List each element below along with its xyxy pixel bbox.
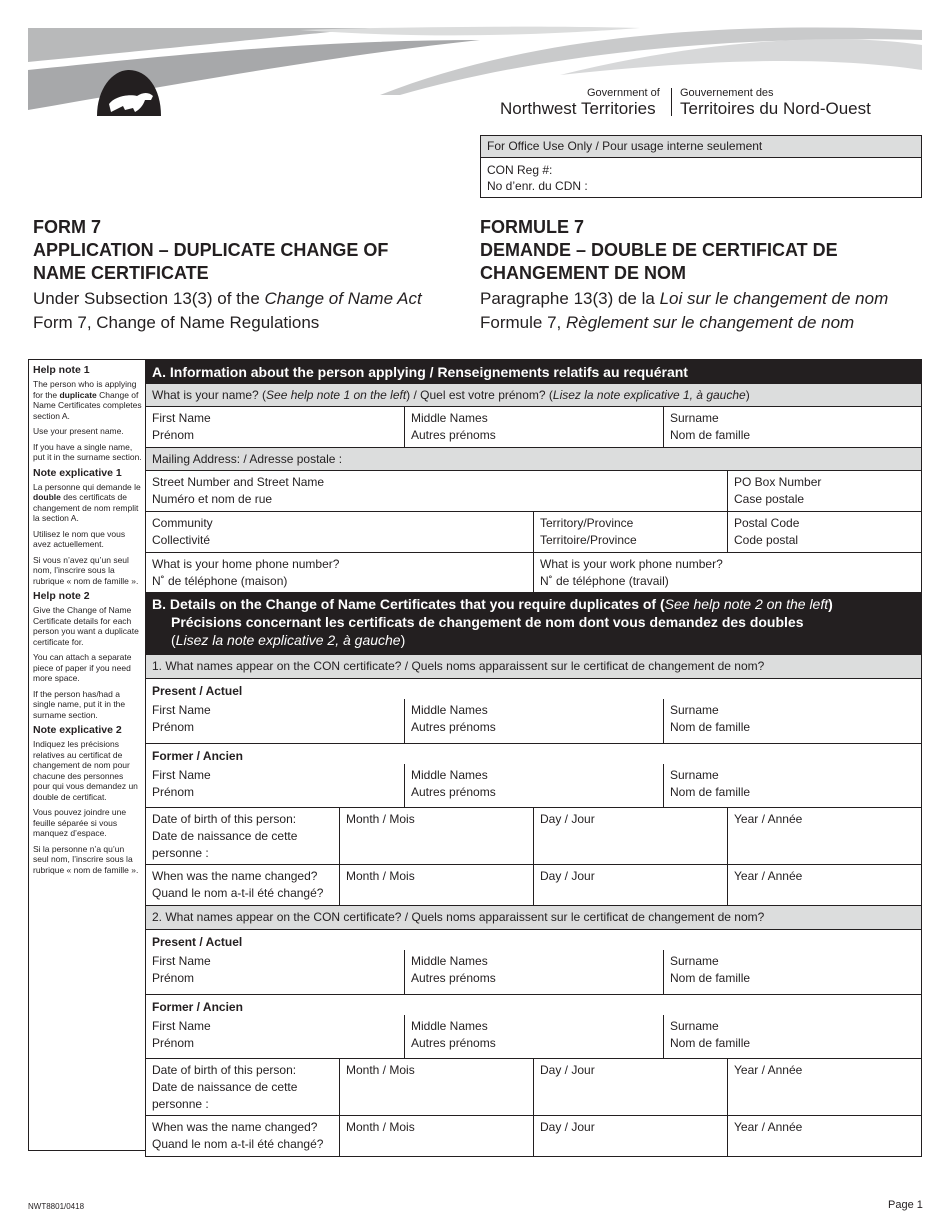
note-explicative-1-heading: Note explicative 1 — [33, 466, 122, 479]
home-phone-field[interactable]: What is your home phone number? N˚ de téléphone (maison) — [146, 553, 534, 592]
form-title-fr-line2: CHANGEMENT DE NOM — [480, 263, 686, 283]
cert1-dob-month[interactable]: Month / Mois — [340, 808, 534, 864]
header-divider — [671, 88, 672, 116]
gov-en-small: Government of — [587, 87, 660, 99]
first-name-field[interactable]: First Name Prénom — [146, 407, 405, 447]
name-question: What is your name? (See help note 1 on the left) / Quel est votre prénom? (Lisez la note explicative 1, à gauche) — [146, 384, 921, 407]
title-fr — [480, 216, 925, 335]
help-note-2-heading: Help note 2 — [33, 590, 90, 602]
cert2-change-date-label: When was the name changed? Quand le nom a-t-il été changé? — [146, 1116, 340, 1156]
certificate-1-question: 1. What names appear on the CON certificate? / Quels noms apparaissent sur le certificat de changement de nom? — [146, 655, 921, 679]
help-note-1-text-2: Use your present name. — [33, 426, 124, 436]
form-subtitle-fr-1: Paragraphe 13(3) de la Loi sur le changement de nom — [480, 289, 889, 308]
po-box-field[interactable]: PO Box Number Case postale — [734, 475, 822, 506]
cert1-former-first-name[interactable]: First Name Prénom — [146, 764, 405, 807]
form-title-line2: NAME CERTIFICATE — [33, 263, 209, 283]
note-explicative-1-text-3: Si vous n’avez qu’un seul nom, l’inscrire sous la rubrique « nom de famille ». — [33, 554, 139, 586]
note-explicative-1-text: La personne qui demande le double des certificats de changement de nom remplit la section A. — [33, 481, 141, 523]
form-subtitle-1: Under Subsection 13(3) of the Change of Name Act — [33, 289, 422, 308]
cert1-change-date-row — [146, 865, 921, 906]
form-subtitle-fr-2: Formule 7, Règlement sur le changement de nom — [480, 313, 855, 332]
cert1-present-surname[interactable]: Surname Nom de famille — [670, 703, 751, 734]
mailing-address-label: Mailing Address: / Adresse postale : — [146, 448, 921, 471]
form-number: FORM 7 — [33, 217, 102, 237]
cert2-change-date-row — [146, 1116, 921, 1156]
cert1-dob-row — [146, 808, 921, 865]
cert1-former-middle-names[interactable]: Middle Names Autres prénoms — [405, 764, 664, 807]
surname-field[interactable]: Surname Nom de famille — [670, 411, 751, 442]
cert2-dob-label: Date of birth of this person: Date de naissance de cette personne : — [146, 1059, 340, 1115]
cert2-change-month[interactable]: Month / Mois — [340, 1116, 534, 1156]
help-note-2-text-3: If the person has/had a single name, put it in the surname section. — [33, 688, 126, 720]
cert1-change-month[interactable]: Month / Mois — [340, 865, 534, 905]
cert1-dob-day[interactable]: Day / Jour — [534, 808, 728, 864]
help-note-2-text: Give the Change of Name Certificate details for each person you want a duplicate certificate for. — [33, 605, 139, 647]
form-title-line1: APPLICATION – DUPLICATE CHANGE OF — [33, 240, 389, 260]
cert1-present-first-name[interactable]: First Name Prénom — [146, 699, 405, 743]
note-explicative-1-text-2: Utilisez le nom que vous avez actuellement. — [33, 528, 126, 549]
note-explicative-2-text-3: Si la personne n’a qu’un seul nom, l’inscrire sous la rubrique « nom de famille ». — [33, 843, 139, 875]
help-note-1-heading: Help note 1 — [33, 364, 90, 376]
cert1-dob-year[interactable]: Year / Année — [734, 812, 803, 826]
con-reg-label-fr: No d’enr. du CDN : — [487, 179, 588, 193]
form-code: NWT8801/0418 — [28, 1202, 85, 1211]
note-explicative-2-text-2: Vous pouvez joindre une feuille séparée si vous manquez d’espace. — [33, 807, 127, 838]
gov-fr-big: Territoires du Nord-Ouest — [680, 99, 871, 118]
community-field[interactable]: Community Collectivité — [146, 512, 534, 552]
help-note-2-text-2: You can attach a separate piece of paper if you need more space. — [33, 652, 132, 683]
page-number: Page 1 — [888, 1199, 923, 1211]
cert2-dob-row — [146, 1059, 921, 1116]
applicant-name-row — [146, 407, 921, 448]
community-row — [146, 512, 921, 553]
cert1-change-day[interactable]: Day / Jour — [534, 865, 728, 905]
cert2-present-block: Present / Actuel First Name Prénom Middle Names Autres prénoms Surname Nom de famille — [146, 930, 921, 995]
note-explicative-2-text: Indiquez les précisions relatives au certificat de changement de nom pour chacune des personnes pour qui vous demandez un double de certificat. — [33, 739, 138, 802]
street-field[interactable]: Street Number and Street Name Numéro et nom de rue — [146, 471, 728, 511]
cert2-former-block: Former / Ancien First Name Prénom Middle Names Autres prénoms Surname Nom de famille — [146, 995, 921, 1059]
cert1-present-block: Present / Actuel First Name Prénom Middle Names Autres prénoms Surname Nom de famille — [146, 679, 921, 744]
main-form — [145, 359, 922, 1157]
cert2-present-first-name[interactable]: First Name Prénom — [146, 950, 405, 994]
con-reg-label: CON Reg #: — [487, 163, 553, 177]
gov-fr-small: Gouvernement des — [680, 87, 774, 99]
cert1-change-year[interactable]: Year / Année — [734, 869, 803, 883]
cert1-present-middle-names[interactable]: Middle Names Autres prénoms — [405, 699, 664, 743]
office-use-box — [480, 135, 922, 198]
section-a-heading: A. Information about the person applying / Renseignements relatifs au requérant — [146, 360, 921, 384]
cert1-former-surname[interactable]: Surname Nom de famille — [670, 768, 751, 799]
office-use-heading: For Office Use Only / Pour usage interne seulement — [481, 136, 921, 158]
territory-field[interactable]: Territory/Province Territoire/Province — [534, 512, 728, 552]
help-note-1-text-3: If you have a single name, put it in the surname section. — [33, 441, 142, 462]
cert1-former-block: Former / Ancien First Name Prénom Middle Names Autres prénoms Surname Nom de famille — [146, 744, 921, 808]
section-b-heading: B. Details on the Change of Name Certificates that you require duplicates of (See help note 2 on the left) Précisions concernant les certificats de changement de nom dont vous demandez des doubles (Lisez la note explicative 2, à gauche) — [146, 593, 921, 655]
cert2-dob-month[interactable]: Month / Mois — [340, 1059, 534, 1115]
cert2-present-middle-names[interactable]: Middle Names Autres prénoms — [405, 950, 664, 994]
cert2-dob-day[interactable]: Day / Jour — [534, 1059, 728, 1115]
form-title-fr-line1: DEMANDE – DOUBLE DE CERTIFICAT DE — [480, 240, 838, 260]
street-row — [146, 471, 921, 512]
cert2-former-middle-names[interactable]: Middle Names Autres prénoms — [405, 1015, 664, 1058]
cert2-present-surname[interactable]: Surname Nom de famille — [670, 954, 751, 985]
cert2-former-surname[interactable]: Surname Nom de famille — [670, 1019, 751, 1050]
title-en — [33, 216, 473, 335]
certificate-2-question: 2. What names appear on the CON certificate? / Quels noms apparaissent sur le certificat de changement de nom? — [146, 906, 921, 930]
note-explicative-2-heading: Note explicative 2 — [33, 724, 122, 736]
work-phone-field[interactable]: What is your work phone number? N˚ de téléphone (travail) — [540, 557, 723, 588]
cert2-change-year[interactable]: Year / Année — [734, 1120, 803, 1134]
form-subtitle-2: Form 7, Change of Name Regulations — [33, 313, 320, 332]
gov-en-big: Northwest Territories — [500, 99, 656, 118]
form-number-fr: FORMULE 7 — [480, 217, 585, 237]
middle-names-field[interactable]: Middle Names Autres prénoms — [405, 407, 664, 447]
help-notes-column — [28, 359, 146, 1151]
cert1-dob-label: Date of birth of this person: Date de naissance de cette personne : — [146, 808, 340, 864]
cert2-dob-year[interactable]: Year / Année — [734, 1063, 803, 1077]
cert2-change-day[interactable]: Day / Jour — [534, 1116, 728, 1156]
cert1-change-date-label: When was the name changed? Quand le nom a-t-il été changé? — [146, 865, 340, 905]
cert2-former-first-name[interactable]: First Name Prénom — [146, 1015, 405, 1058]
phone-row — [146, 553, 921, 593]
help-note-1-text: The person who is applying for the duplicate Change of Name Certificates completes section A. — [33, 379, 142, 421]
polar-bear-logo-icon — [95, 66, 163, 122]
postal-code-field[interactable]: Postal Code Code postal — [734, 516, 800, 547]
